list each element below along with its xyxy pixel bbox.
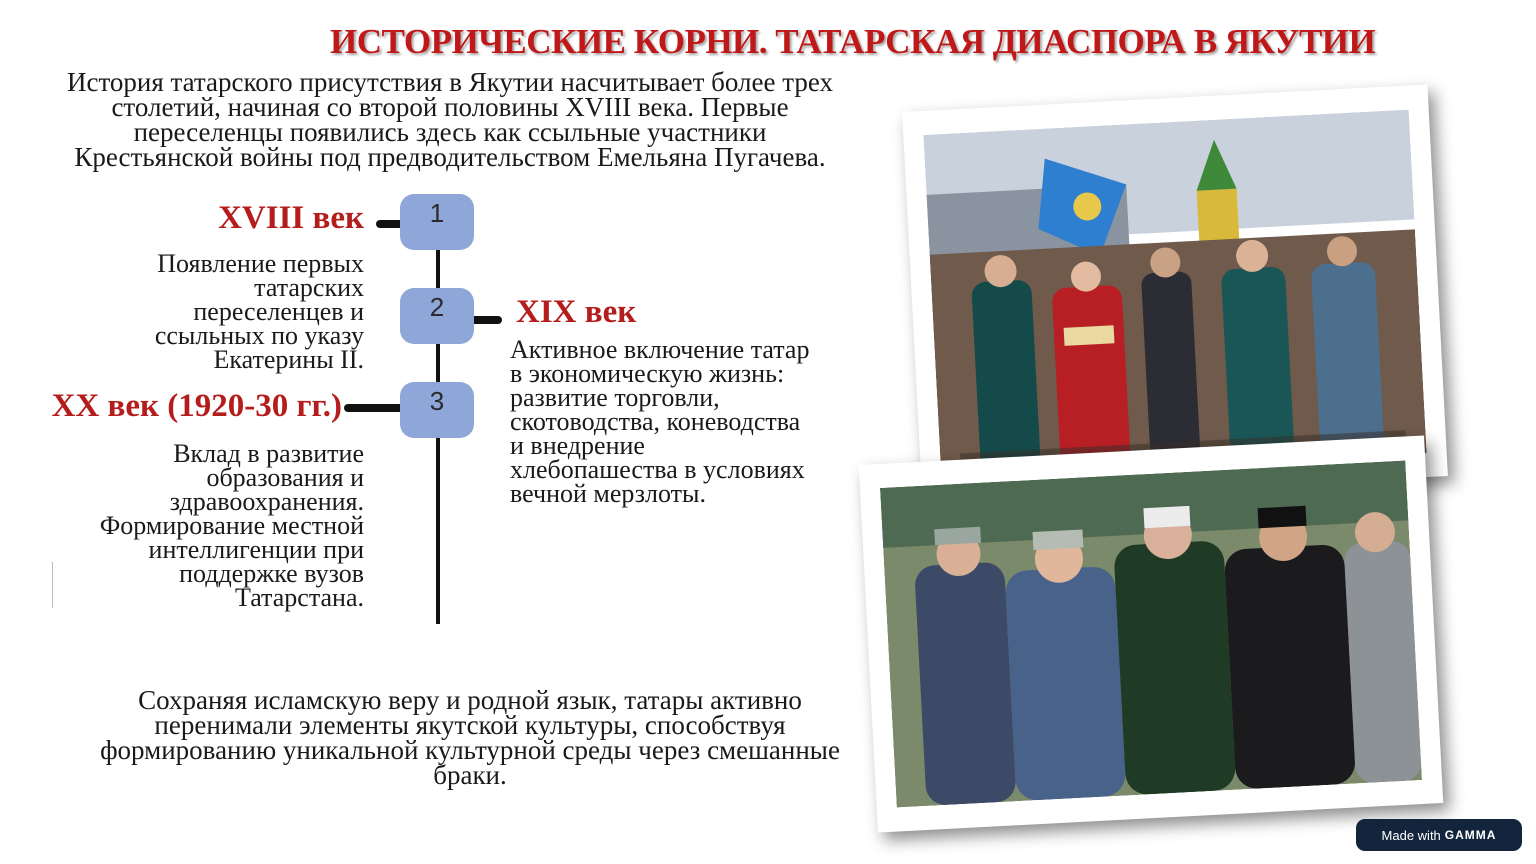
timeline-node-2: 2 [400,288,474,344]
era-label-1: XVIII век [218,200,364,236]
photo-officials [859,435,1443,832]
timeline-node-1: 1 [400,194,474,250]
photo-officials-image [880,460,1422,807]
slide-title: ИСТОРИЧЕСКИЕ КОРНИ. ТАТАРСКАЯ ДИАСПОРА В ЯКУТИИ [330,22,1376,61]
closing-paragraph: Сохраняя исламскую веру и родной язык, татары активно перенимали элементы якутской культуры, способствуя формированию уникальной культурной среды через смешанные браки. [100,685,840,790]
photo-festival-illustration [923,110,1426,479]
badge-prefix: Made with [1381,827,1441,843]
decorative-divider [52,562,53,608]
era-label-3: XX век (1920-30 гг.) [51,388,342,424]
badge-brand: GAMMA [1444,828,1497,842]
era-description-2: Активное включение татар в экономическую жизнь: развитие торговли, скотоводства, коневодства и внедрение хлебопашества в условиях вечной мерзлоты. [510,335,810,508]
era-description-3: Вклад в развитие образования и здравоохранения. Формирование местной интеллигенции при поддержке вузов Татарстана. [99,439,364,612]
photo-officials-illustration [880,460,1422,807]
intro-paragraph: История татарского присутствия в Якутии насчитывает более трех столетий, начиная со второй половины XVIII века. Первые переселенцы появились здесь как ссыльные участники Крестьянской войны под предводительством Емельяна Пугачева. [66,67,834,172]
photo-festival-costumes-image [923,110,1426,479]
era-label-2: XIX век [516,294,637,330]
era-description-1: Появление первых татарских переселенцев и ссыльных по указу Екатерины II. [154,249,364,374]
timeline-node-3: 3 [400,382,474,438]
timeline-connector-3 [344,404,406,412]
made-with-gamma-badge[interactable] [1356,819,1522,851]
